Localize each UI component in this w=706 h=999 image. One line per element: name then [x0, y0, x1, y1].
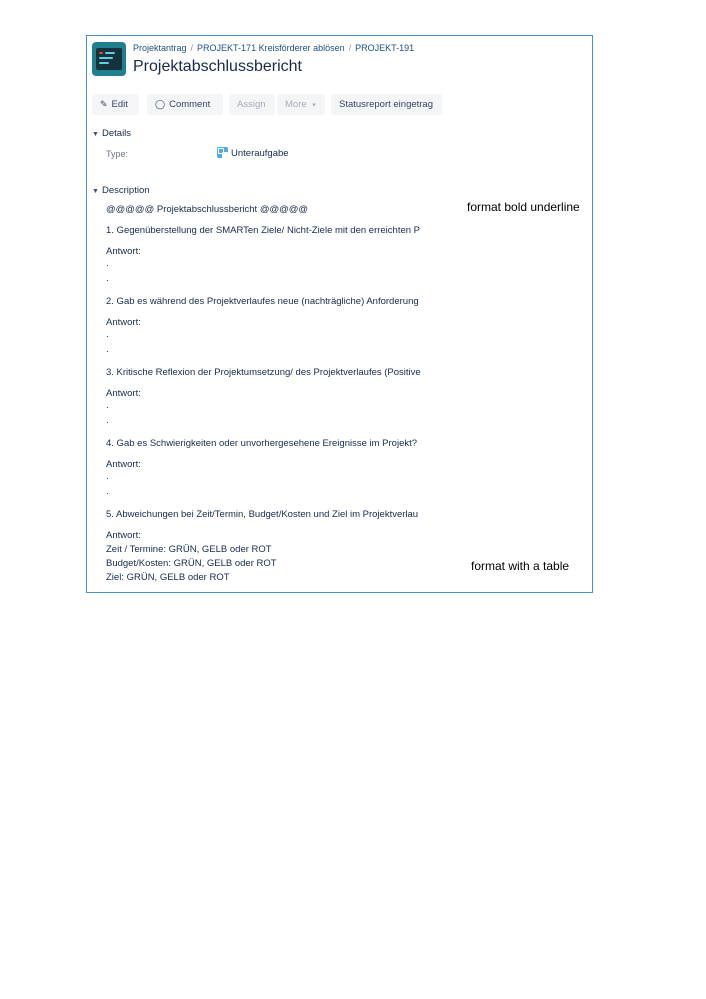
subtask-icon [217, 147, 228, 158]
description-line: Ziel: GRÜN, GELB oder ROT [106, 572, 230, 583]
more-button[interactable] [277, 94, 325, 115]
description-line: Budget/Kosten: GRÜN, GELB oder ROT [106, 558, 277, 569]
description-line: · [106, 260, 110, 271]
more-button-label: More [285, 99, 307, 110]
breadcrumb-project-link[interactable]: Projektantrag [133, 43, 187, 53]
description-line: Antwort: [106, 459, 141, 470]
project-avatar-icon[interactable] [92, 42, 126, 76]
breadcrumb [133, 43, 414, 53]
status-transition-label: Statusreport eingetrag [339, 99, 434, 110]
details-heading: Details [102, 128, 132, 139]
description-line: Zeit / Termine: GRÜN, GELB oder ROT [106, 544, 272, 555]
edit-button-label: Edit [111, 99, 128, 110]
breadcrumb-issue-key-link[interactable]: PROJEKT-191 [355, 43, 415, 53]
description-section-toggle[interactable] [92, 185, 150, 196]
pencil-icon: ✎ [100, 99, 108, 109]
issue-title: Projektabschlussbericht [133, 58, 302, 75]
details-section-toggle[interactable] [92, 128, 131, 139]
type-field-label: Type: [106, 149, 129, 159]
annotation-bold-underline: format bold underline [467, 200, 580, 214]
description-line: Antwort: [106, 246, 141, 257]
description-heading: Description [102, 185, 150, 196]
comment-button[interactable] [147, 94, 223, 115]
description-line: 5. Abweichungen bei Zeit/Termin, Budget/Kosten und Ziel im Projektverlau [106, 509, 419, 520]
description-line: · [106, 473, 110, 484]
description-line: · [106, 488, 110, 499]
description-line: 2. Gab es während des Projektverlaufes neue (nachträgliche) Anforderung [106, 296, 419, 307]
description-line: @@@@@ Projektabschlussbericht @@@@@ [106, 204, 309, 215]
description-line: Antwort: [106, 317, 141, 328]
edit-button[interactable] [92, 94, 139, 115]
description-line: 4. Gab es Schwierigkeiten oder unvorhergesehene Ereignisse im Projekt? [106, 438, 418, 449]
assign-button[interactable] [229, 94, 275, 115]
description-line: 1. Gegenüberstellung der SMARTen Ziele/ Nicht-Ziele mit den erreichten P [106, 225, 421, 236]
description-line: · [106, 346, 110, 357]
chevron-down-icon: ▾ [312, 102, 316, 109]
issue-screenshot-frame [86, 35, 593, 593]
description-line: Antwort: [106, 388, 141, 399]
breadcrumb-parent-issue-link[interactable]: PROJEKT-171 Kreisförderer ablösen [197, 43, 345, 53]
issue-view [87, 36, 442, 592]
type-field-value [217, 147, 289, 159]
breadcrumb-separator: / [348, 43, 352, 53]
description-line: Antwort: [106, 530, 141, 541]
annotation-table: format with a table [471, 559, 570, 573]
description-line: · [106, 402, 110, 413]
description-line: · [106, 331, 110, 342]
description-line: · [106, 275, 110, 286]
chevron-down-icon: ▼ [92, 131, 99, 138]
breadcrumb-separator: / [190, 43, 194, 53]
description-line: · [106, 417, 110, 428]
chevron-down-icon: ▼ [92, 188, 99, 195]
description-line: 3. Kritische Reflexion der Projektumsetzung/ des Projektverlaufes (Positive [106, 367, 421, 378]
assign-button-label: Assign [237, 99, 266, 110]
speech-bubble-icon: ◯ [155, 99, 166, 109]
type-value-text: Unteraufgabe [231, 148, 289, 159]
comment-button-label: Comment [169, 99, 211, 110]
status-transition-button[interactable] [331, 94, 442, 115]
